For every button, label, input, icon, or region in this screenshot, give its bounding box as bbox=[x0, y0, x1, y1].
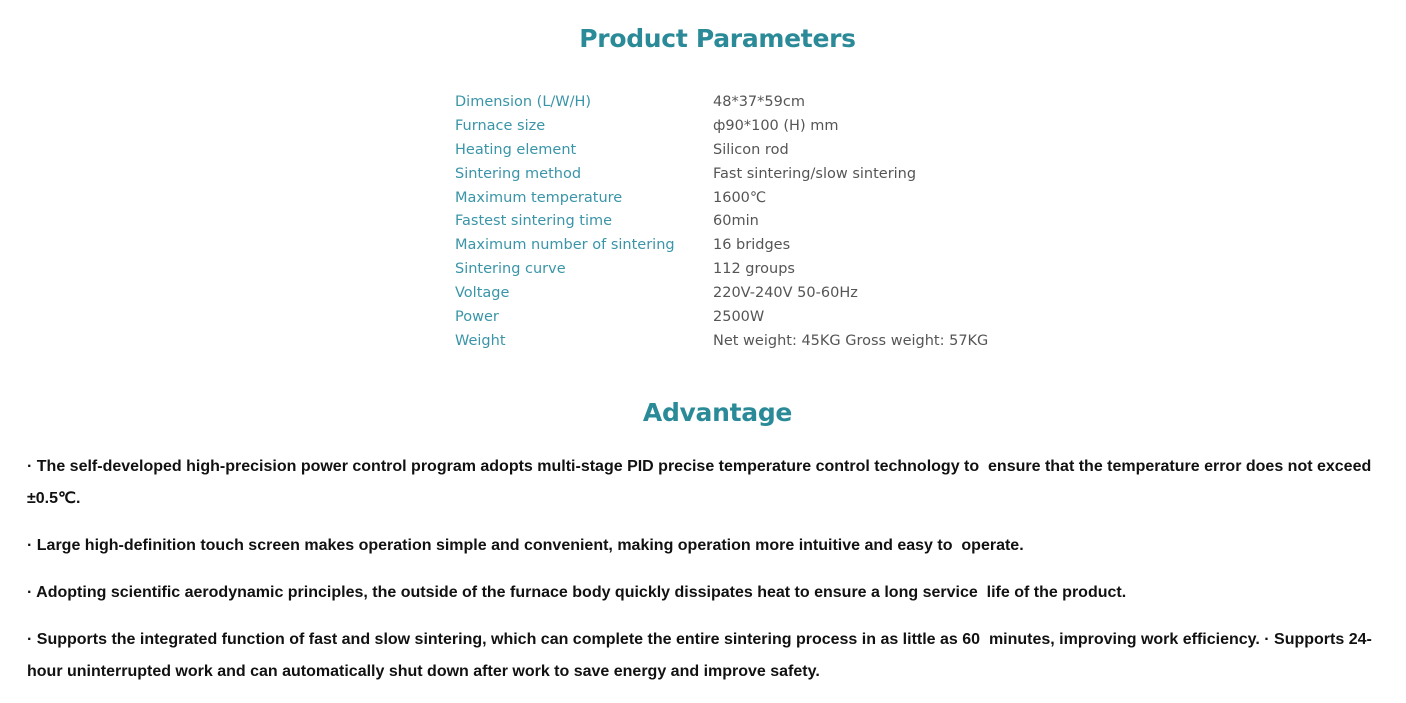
param-row-sintering-curve bbox=[455, 258, 1095, 282]
param-value: Fast sintering/slow sintering bbox=[713, 165, 917, 182]
advantage-item: · The self-developed high-precision power control program adopts multi-stage PID precise temperature control technology to ensure that the temperature error does not exceed ±0.5℃. bbox=[27, 458, 1376, 507]
param-value: 220V-240V 50-60Hz bbox=[713, 285, 858, 302]
param-label: Voltage bbox=[455, 285, 510, 302]
param-value: 16 bridges bbox=[713, 237, 791, 254]
advantage-item: · Supports the integrated function of fast and slow sintering, which can complete the entire sintering process in as little as 60 minutes, improving work efficiency. · Supports 24-hour uninterrupted work and can automatically shut down after work to save energy and improve safety. bbox=[27, 631, 1372, 680]
param-value: 2500W bbox=[713, 309, 765, 326]
param-row-voltage bbox=[455, 282, 1095, 306]
param-value: ф90*100 (H) mm bbox=[713, 117, 839, 134]
param-label: Weight bbox=[455, 332, 506, 349]
param-value: 1600℃ bbox=[713, 189, 767, 206]
param-label: Maximum temperature bbox=[455, 189, 623, 206]
advantage-item: · Adopting scientific aerodynamic principles, the outside of the furnace body quickly dissipates heat to ensure a long service life of the product. bbox=[27, 584, 1127, 601]
param-label: Power bbox=[455, 309, 499, 326]
advantages-list bbox=[27, 451, 1382, 703]
parameters-table bbox=[455, 91, 1095, 354]
param-row-sintering-method bbox=[455, 163, 1095, 187]
param-value: Net weight: 45KG Gross weight: 57KG bbox=[713, 332, 989, 349]
param-label: Dimension (L/W/H) bbox=[455, 94, 592, 110]
param-label: Maximum number of sintering bbox=[455, 237, 675, 254]
param-row-furnace-size bbox=[455, 115, 1095, 139]
param-value: 48*37*59cm bbox=[713, 94, 805, 110]
param-value: 60min bbox=[713, 213, 759, 230]
param-label: Sintering method bbox=[455, 165, 582, 182]
param-row-heating-element bbox=[455, 139, 1095, 163]
param-row-max-temperature bbox=[455, 187, 1095, 211]
product-parameters-heading: Product Parameters bbox=[579, 24, 856, 53]
param-label: Furnace size bbox=[455, 117, 546, 134]
param-label: Fastest sintering time bbox=[455, 213, 613, 230]
param-row-fastest-sintering-time bbox=[455, 210, 1095, 234]
param-row-dimension bbox=[455, 91, 1095, 115]
advantage-heading: Advantage bbox=[642, 398, 793, 427]
param-label: Sintering curve bbox=[455, 261, 566, 278]
param-label: Heating element bbox=[455, 141, 577, 158]
param-value: 112 groups bbox=[713, 261, 795, 278]
param-row-max-sintering-number bbox=[455, 234, 1095, 258]
param-row-weight bbox=[455, 330, 1095, 354]
param-value: Silicon rod bbox=[713, 141, 789, 158]
param-row-power bbox=[455, 306, 1095, 330]
advantage-item: · Large high-definition touch screen makes operation simple and convenient, making operation more intuitive and easy to operate. bbox=[27, 537, 1024, 554]
